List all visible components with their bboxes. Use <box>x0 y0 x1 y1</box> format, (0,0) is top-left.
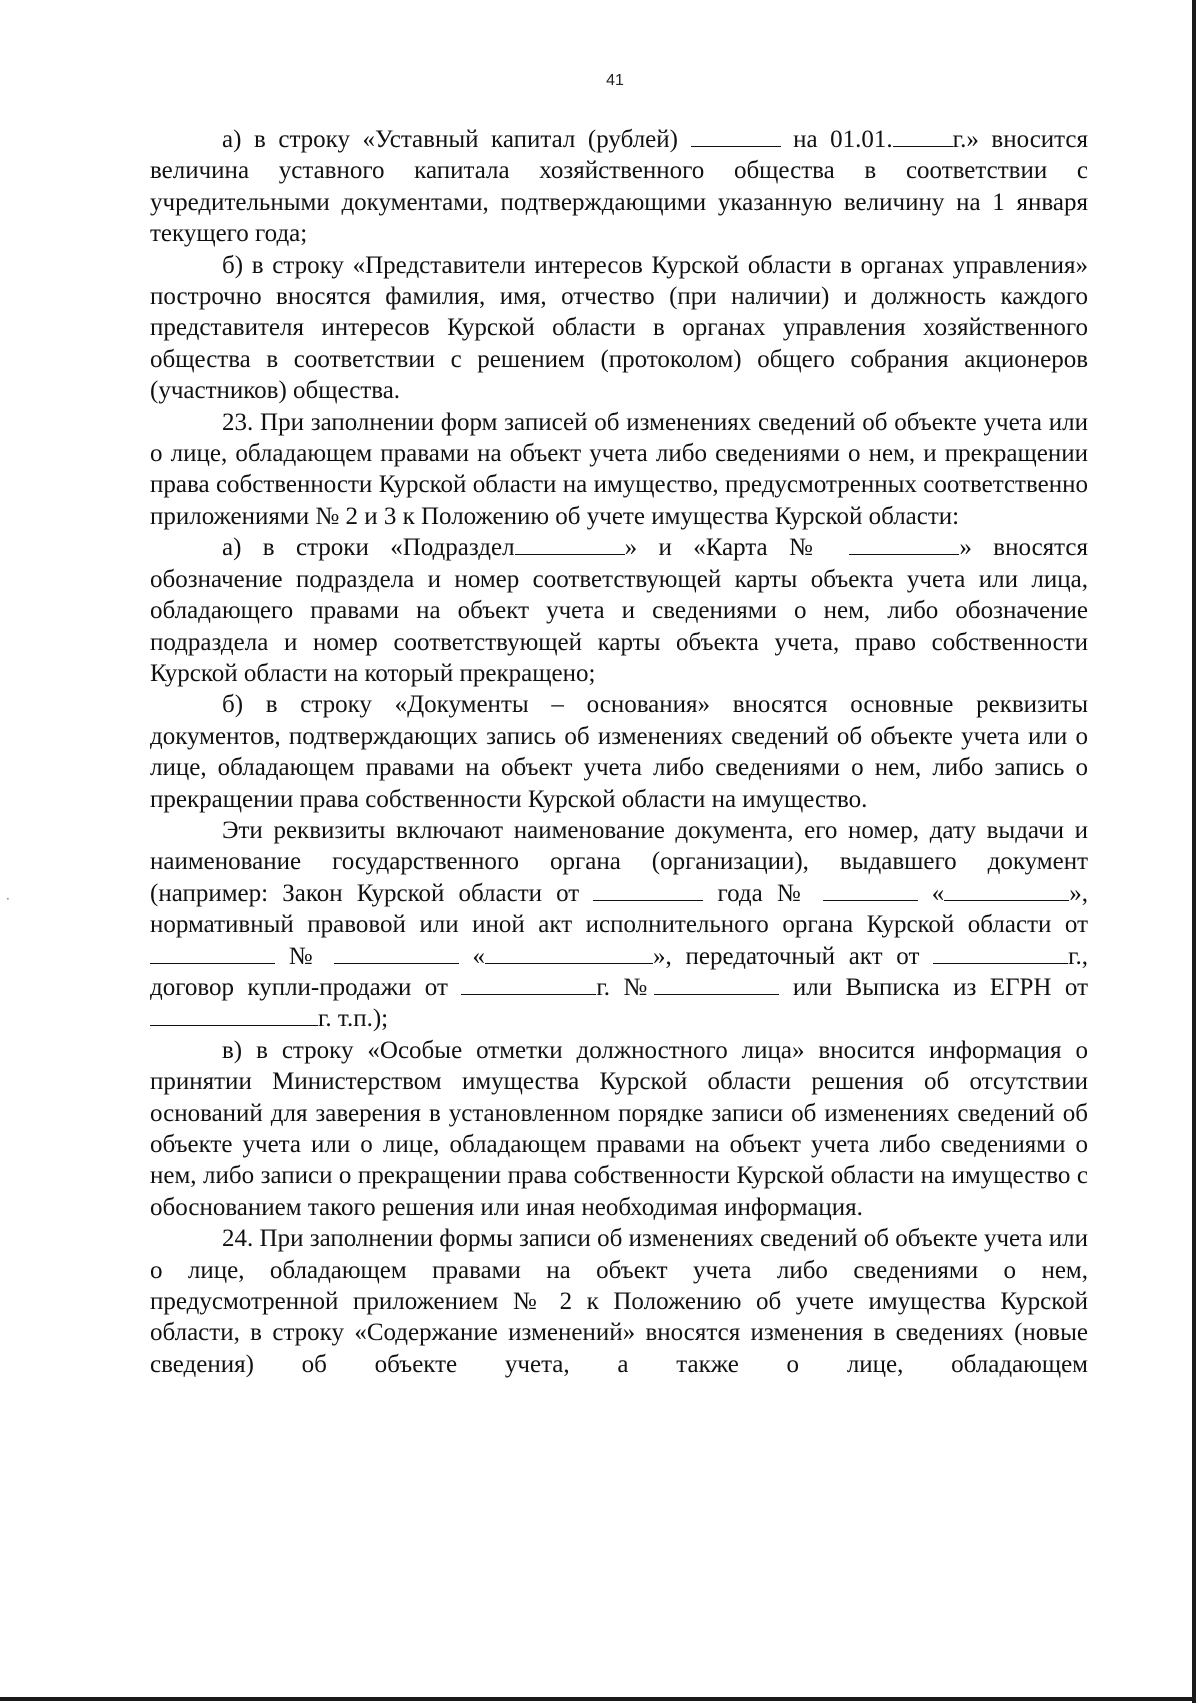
blank-field <box>150 1005 318 1026</box>
text-fragment: б) в строку «Представители интересов Курской области в органах управления» построчно вносятся фамилия, имя, отчество (при наличии) и должность каждого представителя интересов Курской области в органах управления хозяйственного общества в соответствии с решением (протоколом) общего собрания акционеров (участников) общества. <box>150 251 1088 405</box>
text-fragment: 23. При заполнении форм записей об изменениях сведений об объекте учета или о лице, обладающем правами на объект учета либо сведениями о нем, и прекращении права собственности Курской области на имущество, предусмотренных соответственно приложениями № 2 и 3 к Положению об учете имущества Курской области: <box>150 408 1088 530</box>
text-fragment: г. № <box>596 973 655 1001</box>
text-fragment: № <box>288 942 321 970</box>
text-fragment: г., договор купли-продажи от <box>150 942 1089 1001</box>
blank-field <box>849 534 959 555</box>
scan-border-bottom <box>0 1697 1196 1701</box>
blank-field <box>933 943 1068 964</box>
text-fragment: или Выписка из ЕГРН от <box>792 973 1088 1001</box>
blank-field <box>593 880 703 901</box>
text-fragment: », нормативный правовой или иной акт исполнительного органа Курской области от <box>150 879 1089 939</box>
blank-field <box>461 974 596 995</box>
blank-field <box>334 943 459 964</box>
text-fragment: в) в строку «Особые отметки должностного лица» вносится информация о принятии Министерством имущества Курской области решения об отсутствии оснований для заверения в установленном порядке записи об изменениях сведений об объекте учета или о лице, обладающем правами на объект учета либо сведениями о нем, либо записи о прекращении права собственности Курской области на имущество с обоснованием такого решения или иная необходимая информация. <box>150 1036 1088 1221</box>
text-fragment: а) в строки «Подраздел <box>222 534 515 562</box>
blank-field <box>654 974 779 995</box>
text-fragment: 24. При заполнении формы записи об изменениях сведений об объекте учета или о лице, обладающем правами на объект учета либо сведениями о нем, предусмотренной приложением № 2 к Положению об учете имущества Курской области, в строку «Содержание изменений» вносятся изменения в сведениях (новые сведения) об объекте учета, а также о лице, обладающем <box>150 1225 1088 1378</box>
scan-border-right <box>1192 0 1196 1703</box>
blank-field <box>691 126 781 147</box>
text-fragment: а) в строку «Уставный капитал (рублей) <box>222 126 678 153</box>
margin-mark: · <box>6 892 10 906</box>
text-fragment: на 01.01. <box>793 126 893 153</box>
paragraph-24 <box>150 1223 1088 1380</box>
text-fragment: « <box>931 879 945 907</box>
paragraph-23 <box>150 407 1088 533</box>
text-fragment: г.» вносится величина уставного капитала хозяйственного общества в соответствии с учредительными документами, подтверждающими указанную величину на 1 января текущего года; <box>150 126 1089 248</box>
paragraph-requisites <box>150 815 1088 1035</box>
paragraph-base-documents <box>150 689 1088 815</box>
text-fragment: », передаточный акт от <box>653 942 920 970</box>
text-fragment: « <box>472 942 486 970</box>
page-number: 41 <box>606 72 624 89</box>
paragraph-subsection-card <box>150 532 1088 689</box>
blank-field <box>515 534 625 555</box>
text-fragment: » вносятся обозначение подраздела и номер соответствующей карты объекта учета или лица, обладающего правами на объект учета и сведениями о нем, либо обозначение подраздела и номер соответствующей карты объекта учета, право собственности Курской области на который прекращено; <box>150 534 1089 687</box>
text-fragment: б) в строку «Документы – основания» вносятся основные реквизиты документов, подтверждающих запись об изменениях сведений об объекте учета или о лице, обладающем правами на объект учета либо сведениями о нем, либо запись о прекращении права собственности Курской области на имущество. <box>150 691 1088 813</box>
text-fragment: Эти реквизиты включают наименование документа, его номер, дату выдачи и наименование государственного органа (организации), выдавшего документ (например: Закон Курской области от <box>150 816 1088 907</box>
paragraph-representatives <box>150 250 1088 407</box>
document-body <box>150 124 1088 1380</box>
blank-field <box>150 943 275 964</box>
blank-field <box>485 943 653 964</box>
blank-field <box>944 880 1069 901</box>
blank-field <box>893 126 953 147</box>
blank-field <box>823 880 918 901</box>
paragraph-charter-capital <box>150 124 1088 250</box>
text-fragment: » и «Карта № <box>624 534 829 562</box>
text-fragment: года № <box>717 879 809 907</box>
paragraph-special-marks <box>150 1035 1088 1223</box>
text-fragment: г. т.п.); <box>318 1005 389 1033</box>
